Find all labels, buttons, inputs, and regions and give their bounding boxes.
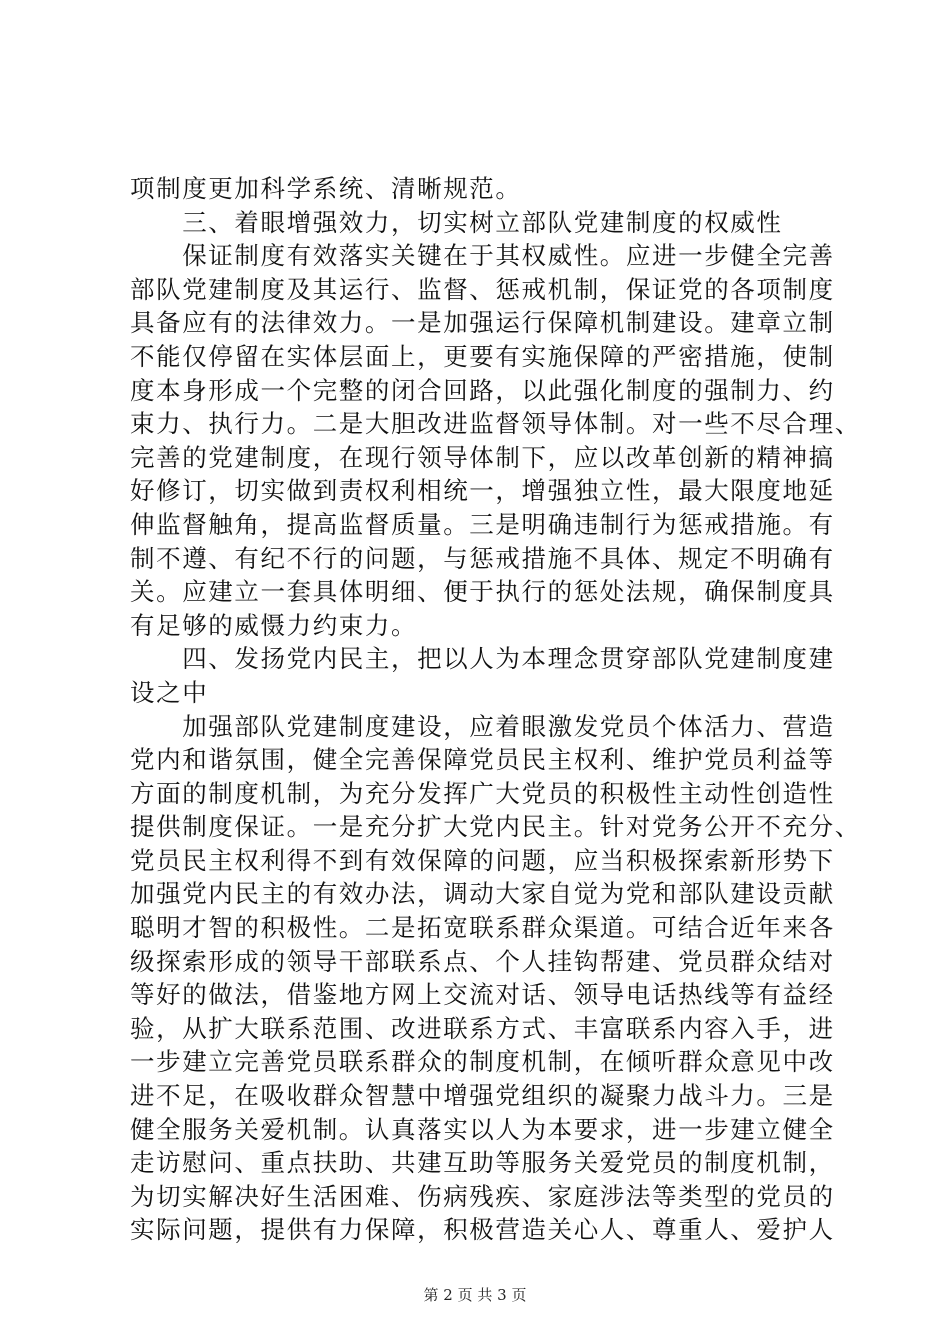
text-line: 具备应有的法律效力。一是加强运行保障机制建设。建章立制 [130,308,835,338]
section-heading: 三、着眼增强效力，切实树立部队党建制度的权威性 [130,207,783,237]
text-line: 方面的制度机制，为充分发挥广大党员的积极性主动性创造性 [130,778,835,808]
text-line: 项制度更加科学系统、清晰规范。 [130,174,522,203]
text-line: 党内和谐氛围，健全完善保障党员民主权利、维护党员利益等 [130,745,835,775]
text-line: 完善的党建制度，在现行领导体制下，应以改革创新的精神搞 [130,442,835,472]
text-line: 党员民主权利得不到有效保障的问题，应当积极探索新形势下 [130,845,835,875]
text-line: 伸监督触角，提高监督质量。三是明确违制行为惩戒措施。有 [130,509,835,539]
text-line: 加强党内民主的有效办法，调动大家自觉为党和部队建设贡献 [130,879,835,909]
text-line: 制不遵、有纪不行的问题，与惩戒措施不具体、规定不明确有 [130,543,835,573]
text-line: 有足够的威慑力约束力。 [130,610,418,640]
text-line: 一步建立完善党员联系群众的制度机制，在倾听群众意见中改 [130,1047,835,1077]
text-line: 验，从扩大联系范围、改进联系方式、丰富联系内容入手，进 [130,1013,835,1043]
text-line: 加强部队党建制度建设，应着眼激发党员个体活力、营造 [130,711,835,741]
text-line: 走访慰问、重点扶助、共建互助等服务关爱党员的制度机制， [130,1148,835,1178]
text-line: 健全服务关爱机制。认真落实以人为本要求，进一步建立健全 [130,1114,835,1144]
text-line: 进不足，在吸收群众智慧中增强党组织的凝聚力战斗力。三是 [130,1081,835,1111]
text-line: 关。应建立一套具体明细、便于执行的惩处法规，确保制度具 [130,577,835,607]
text-line: 为切实解决好生活困难、伤病残疾、家庭涉法等类型的党员的 [130,1181,835,1211]
body-text [130,172,861,1247]
text-line: 提供制度保证。一是充分扩大党内民主。针对党务公开不充分、 [130,812,861,842]
text-line: 不能仅停留在实体层面上，更要有实施保障的严密措施，使制 [130,341,835,371]
text-line: 实际问题，提供有力保障，积极营造关心人、尊重人、爱护人 [130,1215,835,1245]
text-line: 束力、执行力。二是大胆改进监督领导体制。对一些不尽合理、 [130,409,861,439]
text-line: 级探索形成的领导干部联系点、个人挂钩帮建、党员群众结对 [130,946,835,976]
text-line: 度本身形成一个完整的闭合回路，以此强化制度的强制力、约 [130,375,835,405]
text-line: 部队党建制度及其运行、监督、惩戒机制，保证党的各项制度 [130,274,835,304]
text-line: 保证制度有效落实关键在于其权威性。应进一步健全完善 [130,241,835,271]
text-line: 好修订，切实做到责权利相统一，增强独立性，最大限度地延 [130,476,835,506]
page-number-footer: 第 2 页 共 3 页 [423,1286,527,1304]
text-line: 聪明才智的积极性。二是拓宽联系群众渠道。可结合近年来各 [130,913,835,943]
text-line: 等好的做法，借鉴地方网上交流对话、领导电话热线等有益经 [130,980,835,1010]
section-heading: 设之中 [130,677,209,707]
section-heading: 四、发扬党内民主，把以人为本理念贯穿部队党建制度建 [130,644,835,674]
